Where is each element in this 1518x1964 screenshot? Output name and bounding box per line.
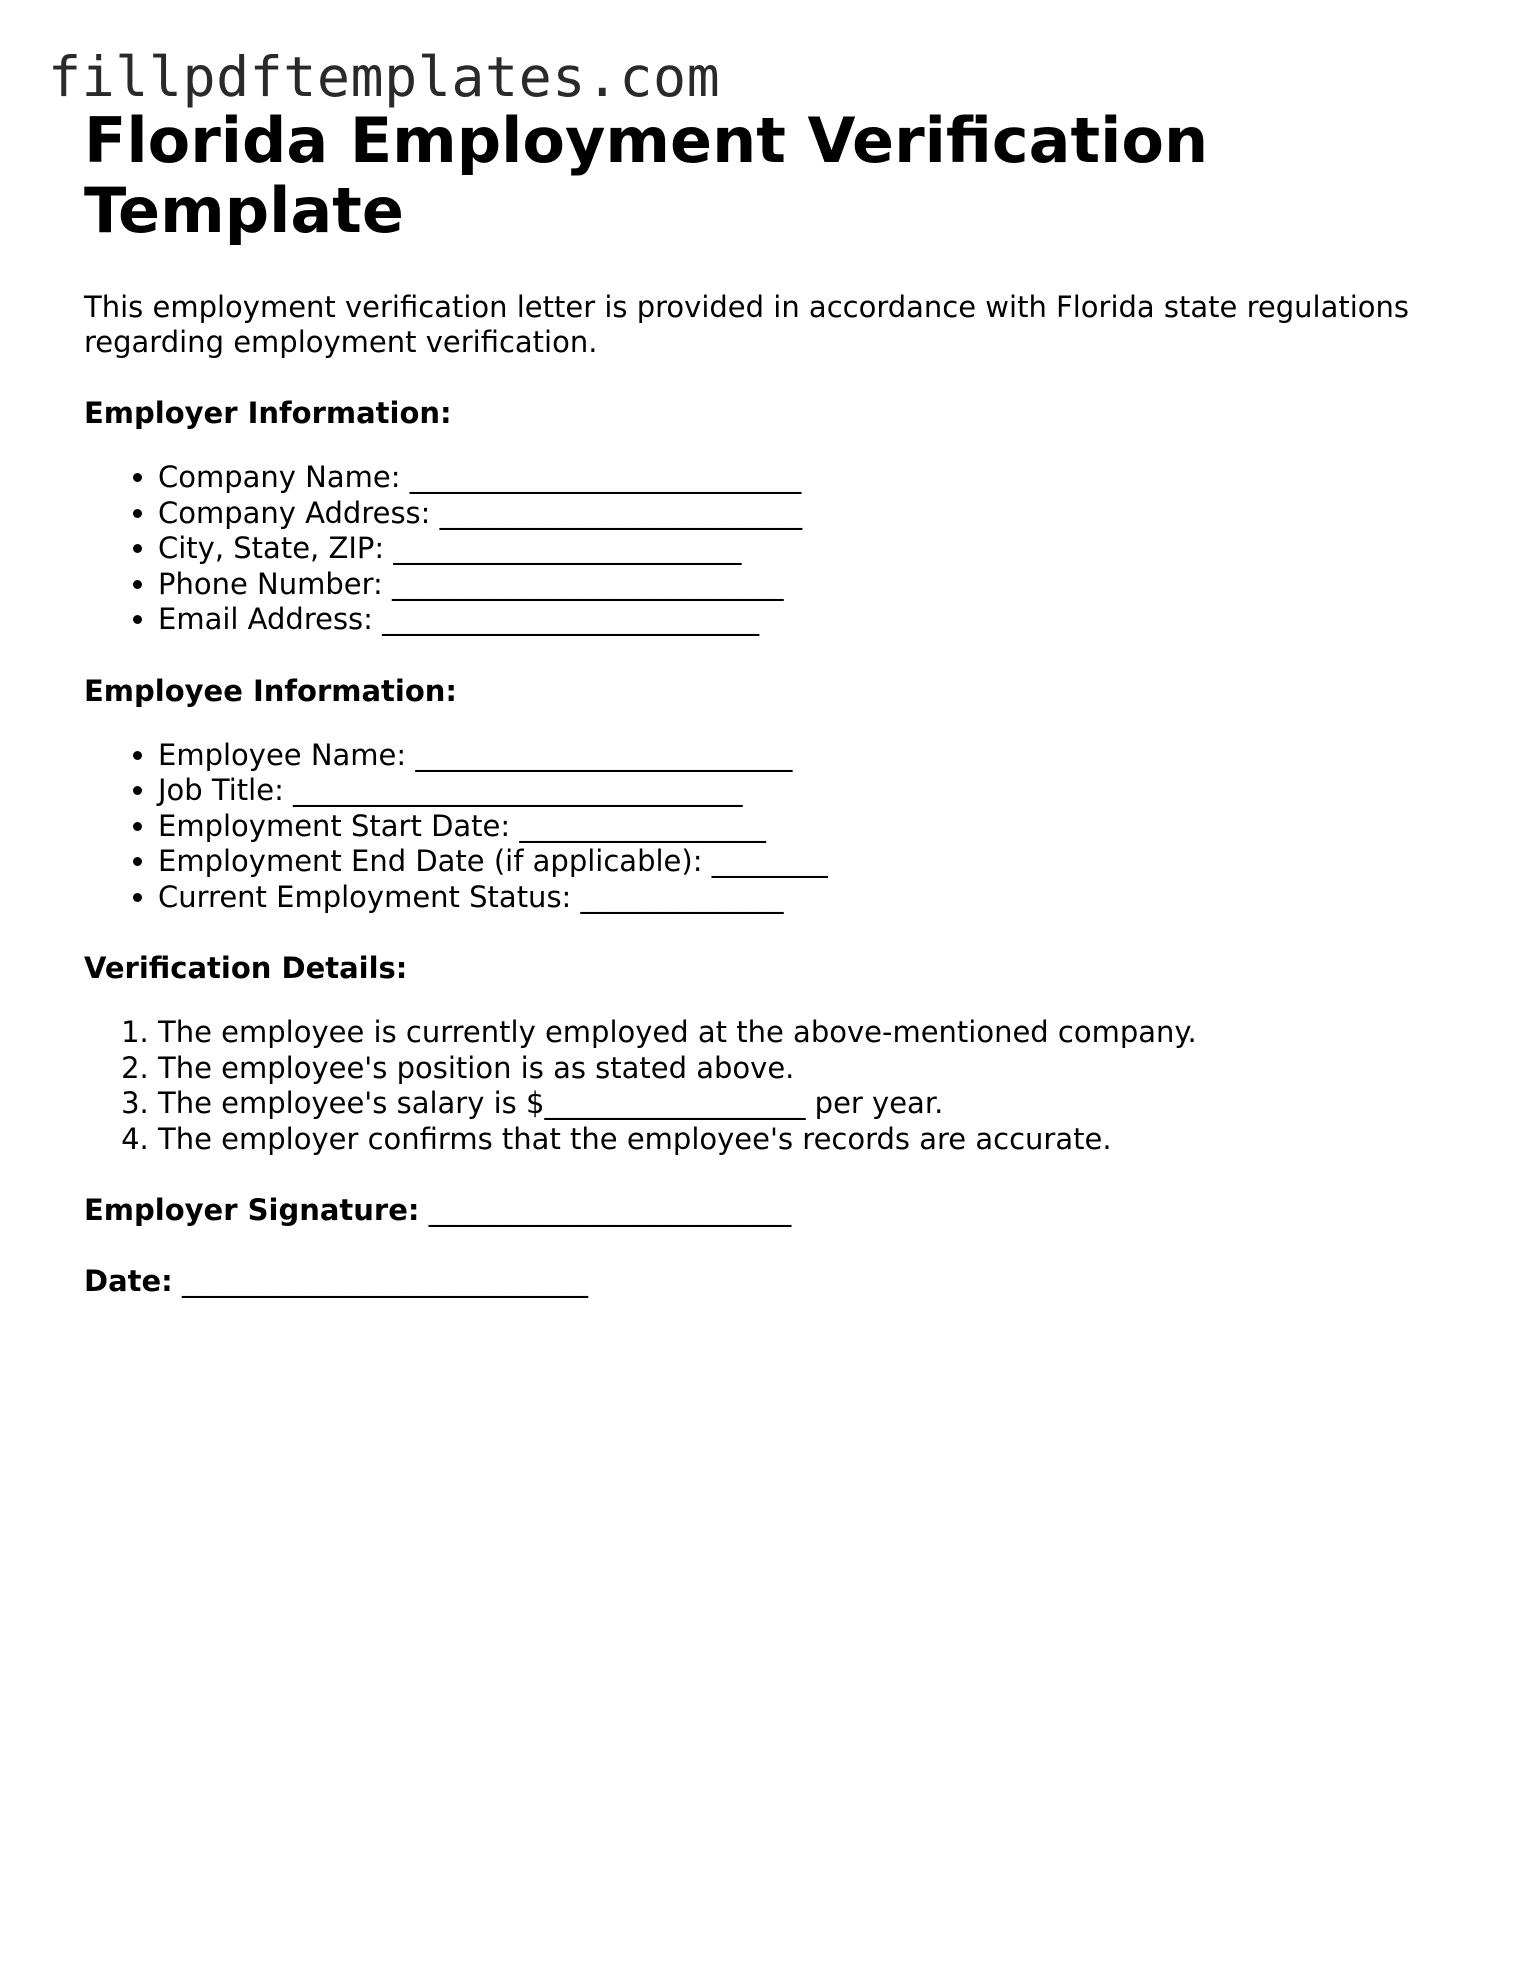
employee-start-date-item: • Employment Start Date: _________________ [158, 809, 1444, 845]
employee-info-list [84, 738, 1444, 916]
verification-item: 1. The employee is currently employed at the above-mentioned company. [158, 1015, 1444, 1051]
employee-job-title-item: • Job Title: _______________________________ [158, 773, 1444, 809]
employer-signature-line [84, 1193, 1444, 1228]
verification-item: 4. The employer confirms that the employee's records are accurate. [158, 1122, 1444, 1158]
employee-name-item: • Employee Name: __________________________ [158, 738, 1444, 774]
verification-details-heading: Verification Details: [84, 951, 408, 985]
employer-email-item: • Email Address: __________________________ [158, 602, 1444, 638]
employee-info-heading: Employee Information: [84, 673, 458, 708]
employer-signature-label: Employer Signature: [84, 1193, 420, 1227]
employee-end-date-item: • Employment End Date (if applicable): ________ [158, 844, 1444, 880]
employee-status-item: • Current Employment Status: ______________ [158, 880, 1444, 916]
verification-details-list [84, 1015, 1444, 1157]
date-line [84, 1264, 1444, 1299]
employer-company-address-item: • Company Address: _________________________ [158, 496, 1444, 532]
verification-item: 2. The employee's position is as stated above. [158, 1051, 1444, 1087]
employer-signature-blank: _________________________ [428, 1193, 792, 1227]
employer-info-list [84, 460, 1444, 638]
date-label: Date: [84, 1264, 173, 1298]
page-title: Florida Employment Verification Template [84, 104, 1209, 247]
date-blank: ____________________________ [182, 1264, 588, 1298]
verification-item: 3. The employee's salary is $__________________ per year. [158, 1086, 1444, 1122]
employer-company-name-item: • Company Name: ___________________________ [158, 460, 1444, 496]
employer-info-heading: Employer Information: [84, 396, 452, 430]
intro-paragraph: This employment verification letter is provided in accordance with Florida state regulations regarding employment verification. [84, 290, 1409, 359]
document-page [84, 106, 1444, 1299]
employer-city-state-zip-item: • City, State, ZIP: ________________________ [158, 531, 1444, 567]
watermark-text: fillpdftemplates.com [48, 45, 721, 109]
employer-phone-item: • Phone Number: ___________________________ [158, 567, 1444, 603]
